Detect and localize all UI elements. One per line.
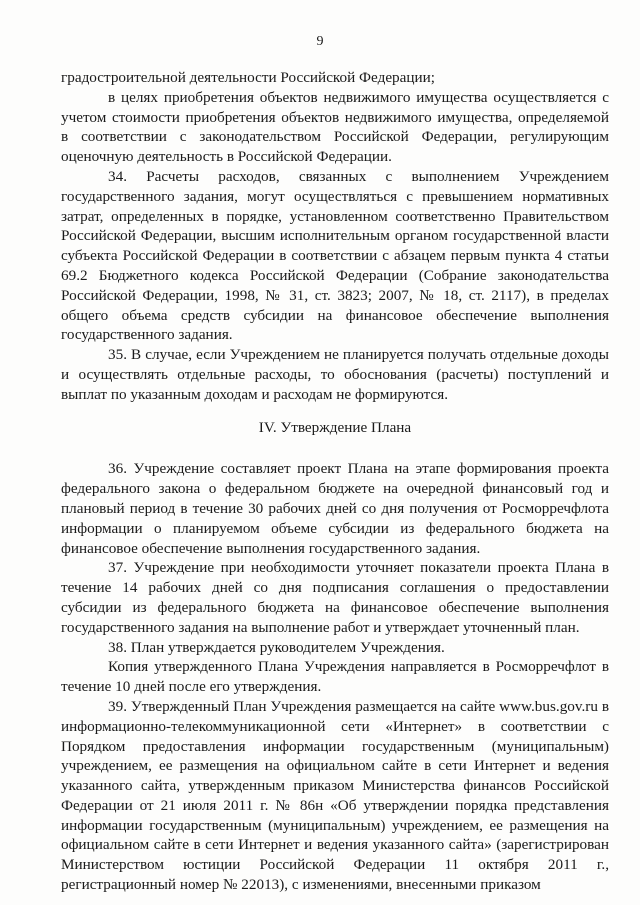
paragraph: 34. Расчеты расходов, связанных с выполнением Учреждением государственного задания, могут осуществляться с превышением нормативных затрат, определенных в порядке, установленном соответственно Правительством Российской Федерации, высшим исполнительным органом государственной власти субъекта Российской Федерации в соответствии с абзацем первым пункта 4 статьи 69.2 Бюджетного кодекса Российской Федерации (Собрание законодательства Российской Федерации, 1998, № 31, ст. 3823; 2007, № 18, ст. 2117), в пределах общего объема средств субсидии на финансовое обеспечение выполнения государственного задания.: [61, 167, 609, 344]
paragraphs-bottom: [61, 459, 609, 895]
paragraph: 39. Утвержденный План Учреждения размещается на сайте www.bus.gov.ru в информационно-телекоммуникационной сети «Интернет» в соответствии с Порядком предоставления информации государственным (муниципальным) учреждением, ее размещения на официальном сайте в сети Интернет и ведения указанного сайта, утвержденным приказом Министерства финансов Российской Федерации от 21 июля 2011 г. № 86н «Об утверждении порядка представления информации государственным (муниципальным) учреждением, ее размещения на официальном сайте в сети Интернет и ведения указанного сайта» (зарегистрирован Министерством юстиции Российской Федерации 11 октября 2011 г., регистрационный номер № 22013), с изменениями, внесенными приказом: [61, 697, 609, 894]
paragraph: 36. Учреждение составляет проект Плана на этапе формирования проекта федерального закона о федеральном бюджете на очередной финансовый год и плановый период в течение 30 рабочих дней со дня получения от Росморречфлота информации о планируемом объеме субсидии из федерального бюджета на финансовое обеспечение выполнения государственного задания.: [61, 460, 609, 557]
paragraph: 35. В случае, если Учреждением не планируется получать отдельные доходы и осуществлять отдельные расходы, то обоснования (расчеты) поступлений и выплат по указанным доходам и расходам не формируются.: [61, 346, 609, 403]
paragraph: в целях приобретения объектов недвижимого имущества осуществляется с учетом стоимости приобретения объектов недвижимого имущества, определяемой в соответствии с законодательством Российской Федерации, регулирующим оценочную деятельность в Российской Федерации.: [61, 88, 609, 166]
paragraph: Копия утвержденного Плана Учреждения направляется в Росморречфлот в течение 10 дней после его утверждения.: [61, 658, 609, 696]
paragraph: 38. План утверждается руководителем Учреждения.: [108, 638, 445, 656]
paragraphs-top: [61, 68, 609, 405]
document-body: [61, 68, 609, 895]
page-number: 9: [316, 34, 324, 49]
paragraph: градостроительной деятельности Российской Федерации;: [61, 69, 435, 86]
paragraph: 37. Учреждение при необходимости уточняет показатели проекта Плана в течение 14 рабочих дней со дня подписания соглашения о предоставлении субсидии из федерального бюджета на финансовое обеспечение выполнения государственного задания на выполнение работ и утверждает уточненный план.: [61, 559, 609, 636]
section-heading: IV. Утверждение Плана: [258, 418, 412, 436]
